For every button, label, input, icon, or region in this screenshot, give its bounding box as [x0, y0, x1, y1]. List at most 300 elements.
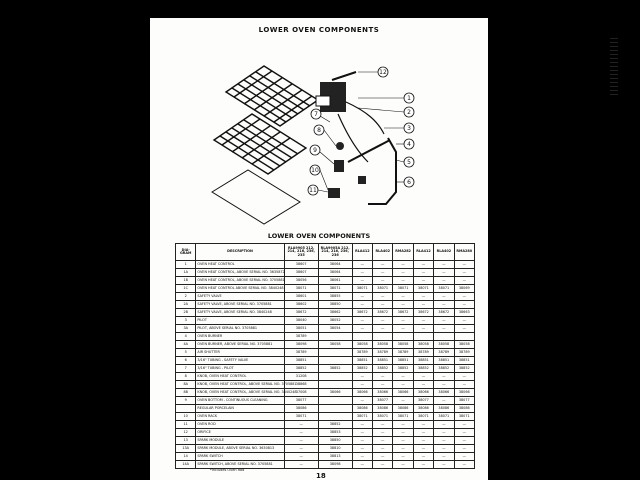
part-number: 38058 — [352, 341, 372, 349]
part-number: 38851 — [393, 357, 413, 365]
part-number: 38663 — [454, 309, 474, 317]
part-number: — — [352, 453, 372, 461]
table-row — [176, 317, 475, 325]
part-number: 38066 — [454, 389, 474, 397]
part-number: — — [393, 325, 413, 333]
callout-12 — [358, 67, 388, 77]
footnote: *Includes Oven Rod — [210, 468, 245, 472]
column-header: RMA280 — [454, 244, 474, 261]
part-number: 38789 — [413, 349, 433, 357]
part-number: 38071 — [413, 413, 433, 421]
parts-sheet — [150, 18, 488, 480]
part-number: — — [373, 453, 393, 461]
part-number: 38851 — [284, 357, 318, 365]
diagram-number: 6 — [176, 357, 196, 365]
part-number: — — [373, 445, 393, 453]
part-number: 38051 — [284, 325, 318, 333]
part-number: 38868 — [284, 381, 318, 389]
page-number: 18 — [316, 472, 326, 480]
oven-rack-upper — [226, 66, 318, 126]
part-number: 38672 — [434, 309, 454, 317]
part-number: — — [373, 261, 393, 269]
part-number: 38850 — [318, 301, 352, 309]
part-number: — — [393, 397, 413, 405]
part-description: SPARK SWITCH — [196, 453, 284, 461]
parts-table — [175, 243, 475, 469]
part-number: 38852 — [284, 365, 318, 373]
part-number: 38071 — [284, 413, 318, 421]
svg-text:7: 7 — [314, 111, 318, 118]
part-description: OVEN ROD — [196, 421, 284, 429]
svg-text:10: 10 — [311, 167, 319, 174]
part-number: — — [434, 461, 454, 469]
diagram-number: 2 — [176, 293, 196, 301]
part-number: — — [373, 373, 393, 381]
part-number: — — [284, 429, 318, 437]
part-number: 38077 — [373, 397, 393, 405]
part-number: — — [454, 421, 474, 429]
part-number: — — [352, 437, 372, 445]
diagram-number: 13 — [176, 437, 196, 445]
part-number: — — [454, 269, 474, 277]
part-number: 38058 — [373, 341, 393, 349]
safety-valve — [316, 72, 356, 112]
part-number: 38061 — [318, 277, 352, 285]
part-number: 38066 — [318, 389, 352, 397]
table-header — [176, 244, 475, 261]
callout-4 — [396, 139, 414, 149]
part-number: — — [413, 261, 433, 269]
part-description: OVEN HEAT CONTROL, ABOVE SERIAL NO. 3705881 — [196, 277, 284, 285]
part-description: AIR SHUTTER — [196, 349, 284, 357]
part-number: — — [352, 277, 372, 285]
part-number: — — [413, 317, 433, 325]
part-number: — — [454, 461, 474, 469]
part-number: 38071 — [284, 285, 318, 293]
column-header: RLA9905A 212, 214, 216, 236, 236 — [318, 244, 352, 261]
part-number: 38071 — [393, 285, 413, 293]
table-row — [176, 421, 475, 429]
table-row — [176, 277, 475, 285]
table-row — [176, 365, 475, 373]
table-row — [176, 261, 475, 269]
part-number: — — [413, 301, 433, 309]
part-number: — — [393, 421, 413, 429]
part-number: 38058 — [413, 341, 433, 349]
part-number: 38086 — [284, 405, 318, 413]
part-number: 38672 — [352, 309, 372, 317]
part-description: OVEN RACK — [196, 413, 284, 421]
part-number — [318, 397, 352, 405]
part-description: OVEN BURNER — [196, 333, 284, 341]
part-number: — — [393, 293, 413, 301]
part-number: 38789 — [284, 349, 318, 357]
table-row — [176, 269, 475, 277]
part-number: 38601 — [284, 293, 318, 301]
part-number: 38789 — [434, 349, 454, 357]
part-number: — — [393, 429, 413, 437]
part-number: 38810 — [318, 445, 352, 453]
part-number: — — [352, 461, 372, 469]
part-number: 38086 — [373, 405, 393, 413]
part-number: 38071 — [434, 413, 454, 421]
part-number: — — [373, 301, 393, 309]
part-number: — — [284, 445, 318, 453]
part-number: 38607 — [284, 269, 318, 277]
part-number: 38066 — [393, 389, 413, 397]
part-number: — — [373, 277, 393, 285]
part-number: — — [352, 421, 372, 429]
part-description: OVEN HEAT CONTROL ABOVE SERIAL NO. 3840248 — [196, 285, 284, 293]
part-number: 38672 — [284, 309, 318, 317]
part-number: 38672 — [413, 309, 433, 317]
part-description: OVEN BURNER, ABOVE SERIAL NO. 3705881 — [196, 341, 284, 349]
part-number: — — [454, 453, 474, 461]
part-number: — — [352, 269, 372, 277]
part-number: 38789 — [352, 349, 372, 357]
part-description: SAFETY VALVE, ABOVE SERIAL NO. 3705881 — [196, 301, 284, 309]
table-row — [176, 325, 475, 333]
diagram-number: 8A — [176, 381, 196, 389]
part-number: 38064 — [318, 261, 352, 269]
part-number: — — [393, 461, 413, 469]
part-number: — — [393, 381, 413, 389]
part-number: — — [284, 461, 318, 469]
part-description: 3/16" TUBING - SAFETY VALVE — [196, 357, 284, 365]
part-number: — — [373, 461, 393, 469]
part-number: — — [413, 461, 433, 469]
part-number: — — [352, 301, 372, 309]
part-number: 38852 — [352, 365, 372, 373]
part-number: 38040 — [284, 317, 318, 325]
table-row — [176, 285, 475, 293]
part-number: 38056 — [284, 277, 318, 285]
table-row — [176, 389, 475, 397]
part-number — [373, 333, 393, 341]
part-number: — — [434, 317, 454, 325]
oven-bottom — [212, 170, 300, 224]
part-number: 38098 — [318, 461, 352, 469]
column-header: RLA402 — [373, 244, 393, 261]
part-number: — — [373, 421, 393, 429]
part-number: 38069 — [454, 285, 474, 293]
part-number: — — [413, 325, 433, 333]
part-number — [318, 357, 352, 365]
part-number: 31208 — [284, 373, 318, 381]
diagram-number: 14A — [176, 461, 196, 469]
exploded-diagram — [208, 42, 428, 222]
part-number: — — [373, 317, 393, 325]
diagram-number: 7 — [176, 365, 196, 373]
part-number: — — [373, 437, 393, 445]
part-number: 38098 — [284, 341, 318, 349]
svg-text:2: 2 — [407, 109, 411, 116]
diagram-number: 2B — [176, 309, 196, 317]
part-number: — — [352, 261, 372, 269]
part-number — [413, 333, 433, 341]
part-number: — — [393, 317, 413, 325]
part-number — [454, 333, 474, 341]
part-description: REGULAR PORCELAIN — [196, 405, 284, 413]
table-row — [176, 309, 475, 317]
part-number: — — [434, 293, 454, 301]
scan-noise — [610, 38, 618, 98]
part-number: — — [434, 421, 454, 429]
part-number: — — [413, 277, 433, 285]
part-description: KNOB, OVEN HEAT CONTROL, ABOVE SERIAL NO. 3705881 — [196, 381, 284, 389]
table-row — [176, 341, 475, 349]
part-number: — — [413, 293, 433, 301]
part-number: 38071 — [352, 285, 372, 293]
part-number: 38852 — [454, 365, 474, 373]
part-number: — — [454, 277, 474, 285]
part-number: 38077 — [284, 397, 318, 405]
part-number: — — [393, 261, 413, 269]
part-number: 38071 — [352, 413, 372, 421]
part-number: — — [454, 373, 474, 381]
part-number: — — [413, 269, 433, 277]
diagram-number: 12 — [176, 429, 196, 437]
diagram-number: 1 — [176, 261, 196, 269]
part-number: 38602 — [284, 301, 318, 309]
diagram-number — [176, 405, 196, 413]
column-header: DIA-GRAM — [176, 244, 196, 261]
callout-2 — [358, 107, 414, 117]
part-number: 38852 — [434, 365, 454, 373]
diagram-number: 1C — [176, 285, 196, 293]
part-number: 38851 — [352, 357, 372, 365]
svg-text:8: 8 — [317, 127, 321, 134]
callout-9 — [310, 145, 334, 164]
part-number: — — [454, 261, 474, 269]
table-row — [176, 349, 475, 357]
column-header: RMA282 — [393, 244, 413, 261]
diagram-number: 1B — [176, 277, 196, 285]
part-number: — — [284, 437, 318, 445]
part-number: 38086 — [352, 405, 372, 413]
part-description: KNOB, OVEN HEAT CONTROL — [196, 373, 284, 381]
column-header: DESCRIPTION — [196, 244, 284, 261]
part-number: — — [434, 261, 454, 269]
part-number: — — [413, 373, 433, 381]
part-number: — — [434, 373, 454, 381]
callout-6 — [396, 177, 414, 187]
part-number: 38071 — [318, 285, 352, 293]
part-number: — — [413, 445, 433, 453]
table-row — [176, 333, 475, 341]
part-number: — — [373, 381, 393, 389]
part-number: — — [352, 293, 372, 301]
svg-text:6: 6 — [407, 179, 411, 186]
part-number: — — [413, 381, 433, 389]
part-number: — — [393, 373, 413, 381]
svg-text:1: 1 — [407, 95, 411, 102]
part-number: — — [454, 429, 474, 437]
part-number: — — [393, 269, 413, 277]
page-title: LOWER OVEN COMPONENTS — [258, 26, 380, 34]
part-number — [434, 333, 454, 341]
part-description: SPARK SWITCH, ABOVE SERIAL NO. 3705881 — [196, 461, 284, 469]
part-number — [318, 405, 352, 413]
part-number: — — [434, 277, 454, 285]
part-number: 38086 — [393, 405, 413, 413]
part-number — [318, 381, 352, 389]
part-number: 38672 — [393, 309, 413, 317]
table-title: LOWER OVEN COMPONENTS — [267, 232, 371, 240]
diagram-number: 13A — [176, 445, 196, 453]
diagram-number: 10 — [176, 413, 196, 421]
part-number: 38077 — [454, 397, 474, 405]
part-number: 38851 — [373, 357, 393, 365]
part-number: — — [352, 397, 372, 405]
diagram-number: 2A — [176, 301, 196, 309]
part-number: — — [393, 453, 413, 461]
part-number — [393, 333, 413, 341]
part-number: — — [373, 429, 393, 437]
part-number — [352, 333, 372, 341]
table-body — [176, 261, 475, 469]
part-description: OVEN HEAT CONTROL, ABOVE SERIAL NO. 3635872 — [196, 269, 284, 277]
callout-11 — [308, 185, 328, 195]
part-number: — — [454, 445, 474, 453]
callout-5 — [396, 157, 414, 167]
part-number: 38066 — [413, 389, 433, 397]
table-row — [176, 445, 475, 453]
part-number: — — [413, 421, 433, 429]
part-number: — — [434, 301, 454, 309]
svg-text:12: 12 — [379, 69, 387, 76]
part-number: 38851 — [434, 357, 454, 365]
diagram-number: 4A — [176, 341, 196, 349]
svg-text:4: 4 — [407, 141, 411, 148]
part-number: 38851 — [454, 357, 474, 365]
part-description: KNOB, OVEN HEAT CONTROL, ABOVE SERIAL NO. 3840248 — [196, 389, 284, 397]
part-number: 38852 — [413, 365, 433, 373]
diagram-number: 8 — [176, 373, 196, 381]
part-number: — — [434, 269, 454, 277]
part-number: 38054 — [318, 325, 352, 333]
table-row — [176, 437, 475, 445]
part-number: — — [434, 429, 454, 437]
oven-burner — [348, 138, 396, 204]
part-number: — — [434, 453, 454, 461]
table-row — [176, 293, 475, 301]
part-number: — — [434, 397, 454, 405]
svg-text:9: 9 — [313, 147, 317, 154]
column-header: RLA9905 212, 214, 216, 236, 235 — [284, 244, 318, 261]
part-number: 38789 — [373, 349, 393, 357]
part-number: — — [284, 453, 318, 461]
part-description: SPARK MODULE, ABOVE SERIAL NO. 3630813 — [196, 445, 284, 453]
part-number: 38852 — [318, 365, 352, 373]
part-number: — — [373, 325, 393, 333]
part-number: — — [413, 429, 433, 437]
column-header: RLA412 — [352, 244, 372, 261]
part-description: SAFETY VALVE — [196, 293, 284, 301]
part-number: — — [373, 269, 393, 277]
part-description: PILOT — [196, 317, 284, 325]
callout-3 — [384, 123, 414, 133]
part-number: 38789 — [454, 349, 474, 357]
diagram-number: 1A — [176, 269, 196, 277]
part-number: 38071 — [413, 285, 433, 293]
table-row — [176, 429, 475, 437]
part-number: — — [434, 445, 454, 453]
diagram-number: 3 — [176, 317, 196, 325]
part-number: 38052 — [318, 317, 352, 325]
part-number: 38058 — [434, 341, 454, 349]
part-number: — — [352, 429, 372, 437]
table-row — [176, 413, 475, 421]
column-header: RLA412 — [413, 244, 433, 261]
part-number — [318, 333, 352, 341]
part-number: — — [393, 437, 413, 445]
part-number: — — [393, 277, 413, 285]
part-number — [318, 349, 352, 357]
part-number: 38852 — [393, 365, 413, 373]
part-number: 38855 — [318, 293, 352, 301]
part-number: — — [352, 325, 372, 333]
diagram-number: 4 — [176, 333, 196, 341]
column-header: RLA402 — [434, 244, 454, 261]
part-number: 38852 — [318, 421, 352, 429]
part-number: 38672 — [373, 309, 393, 317]
svg-text:3: 3 — [407, 125, 411, 132]
part-number: 38066 — [434, 389, 454, 397]
part-number: 38058 — [318, 341, 352, 349]
part-number: — — [393, 301, 413, 309]
part-number: — — [454, 381, 474, 389]
part-number: — — [454, 317, 474, 325]
table-row — [176, 373, 475, 381]
part-number: 38071 — [373, 285, 393, 293]
part-number: 38071 — [454, 413, 474, 421]
part-number: 37008 — [284, 389, 318, 397]
part-number — [318, 413, 352, 421]
part-number: 38662 — [318, 309, 352, 317]
callout-1 — [358, 93, 414, 103]
part-number: 38852 — [373, 365, 393, 373]
part-number: 38077 — [413, 397, 433, 405]
part-description: SAFETY VALVE, ABOVE SERIAL NO. 3840248 — [196, 309, 284, 317]
pilot-assembly — [328, 142, 366, 198]
table-row — [176, 357, 475, 365]
part-number: — — [413, 453, 433, 461]
part-number: 38058 — [454, 341, 474, 349]
part-number: — — [454, 325, 474, 333]
part-number: 38851 — [413, 357, 433, 365]
part-description: ORIFICE — [196, 429, 284, 437]
table-row — [176, 301, 475, 309]
part-number: 38853 — [318, 429, 352, 437]
table-row — [176, 397, 475, 405]
part-number: 38086 — [413, 405, 433, 413]
part-number: — — [352, 373, 372, 381]
part-number: — — [454, 437, 474, 445]
table-row — [176, 453, 475, 461]
diagram-number: 9 — [176, 397, 196, 405]
part-number: — — [352, 317, 372, 325]
oven-rack-lower — [214, 114, 306, 174]
part-number: — — [413, 437, 433, 445]
diagram-number: 3A — [176, 325, 196, 333]
part-number: — — [373, 293, 393, 301]
part-number: — — [454, 301, 474, 309]
part-number: 38789 — [393, 349, 413, 357]
part-number: — — [434, 437, 454, 445]
part-number: 38058 — [393, 341, 413, 349]
part-number: — — [434, 381, 454, 389]
